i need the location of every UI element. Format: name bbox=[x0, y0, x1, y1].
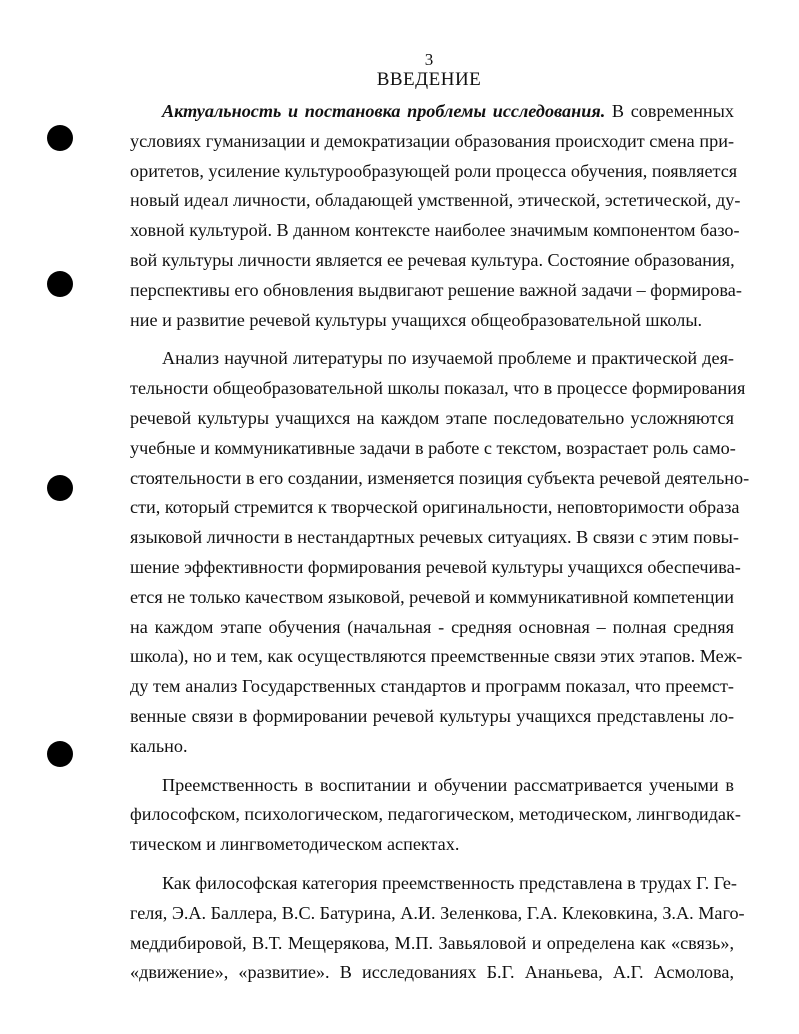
page-number: 3 bbox=[424, 50, 434, 69]
paragraph-line: шение эффективности формирования речевой культуры учащихся обеспечива- bbox=[130, 556, 741, 577]
paragraph-line: тическом и лингвометодическом аспектах. bbox=[130, 834, 460, 855]
paragraph-line: речевой культуры учащихся на каждом этапе последовательно усложняются bbox=[130, 407, 734, 428]
paragraph-line: «движение», «развитие». В исследованиях Б.Г. Ананьева, А.Г. Асмолова, bbox=[130, 962, 734, 983]
paragraph-line: ние и развитие речевой культуры учащихся общеобразовательной школы. bbox=[130, 309, 703, 330]
punch-hole-4 bbox=[47, 741, 73, 767]
paragraph-line: ется не только качеством языковой, речевой и коммуникативной компетенции bbox=[130, 586, 734, 607]
punch-hole-2 bbox=[47, 271, 73, 297]
paragraph-line: ду тем анализ Государственных стандартов и программ показал, что преемст- bbox=[130, 676, 734, 697]
paragraph-3 bbox=[130, 771, 741, 860]
paragraph-line: оритетов, усиление культурообразующей роли процесса обучения, появляется bbox=[130, 160, 738, 181]
paragraph-line: перспективы его обновления выдвигают решение важной задачи – формирова- bbox=[130, 279, 742, 300]
paragraph-line: языковой личности в нестандартных речевых ситуациях. В связи с этим повы- bbox=[130, 527, 739, 548]
paragraph-line: геля, Э.А. Баллера, В.С. Батурина, А.И. Зеленкова, Г.А. Клековкина, З.А. Маго- bbox=[130, 902, 745, 923]
paragraph-line: школа), но и тем, как осуществляются преемственные связи этих этапов. Меж- bbox=[130, 646, 743, 667]
paragraph-line: меддибировой, В.Т. Мещерякова, М.П. Завьяловой и определена как «связь», bbox=[130, 932, 734, 953]
punch-hole-1 bbox=[47, 125, 73, 151]
paragraph-lead: Актуальность и постановка проблемы исследования. bbox=[162, 101, 606, 121]
paragraph-line: ховной культурой. В данном контексте наиболее значимым компонентом базо- bbox=[130, 220, 740, 241]
paragraph-2 bbox=[130, 344, 750, 761]
paragraph-line: Преемственность в воспитании и обучении рассматривается учеными в bbox=[162, 774, 734, 795]
paragraph-line: стоятельности в его создании, изменяется позиция субъекта речевой деятельно- bbox=[130, 467, 750, 488]
paragraph-line: философском, психологическом, педагогическом, методическом, лингводидак- bbox=[130, 804, 741, 825]
paragraph-line: Анализ научной литературы по изучаемой проблеме и практической дея- bbox=[162, 348, 734, 369]
paragraph-line: учебные и коммуникативные задачи в работе с текстом, возрастает роль само- bbox=[130, 437, 736, 458]
paragraph-line: на каждом этапе обучения (начальная - средняя основная – полная средняя bbox=[130, 616, 734, 637]
paragraph-line: кально. bbox=[130, 735, 188, 756]
paragraph-line: Актуальность и постановка проблемы исследования. В современных bbox=[162, 101, 734, 121]
body-text bbox=[130, 97, 750, 988]
paragraph-line: вой культуры личности является ее речевая культура. Состояние образования, bbox=[130, 249, 735, 270]
page-title: ВВЕДЕНИЕ bbox=[376, 69, 482, 90]
paragraph-line: Как философская категория преемственность представлена в трудах Г. Ге- bbox=[162, 872, 737, 893]
paragraph-line: сти, который стремится к творческой оригинальности, неповторимости образа bbox=[130, 497, 740, 518]
paragraph-line: тельности общеобразовательной школы показал, что в процессе формирования bbox=[130, 378, 746, 399]
paragraph-line: венные связи в формировании речевой культуры учащихся представлены ло- bbox=[130, 705, 734, 726]
punch-hole-3 bbox=[47, 475, 73, 501]
paragraph-line: новый идеал личности, обладающей умственной, этической, эстетической, ду- bbox=[130, 190, 741, 211]
paragraph-4 bbox=[130, 869, 745, 988]
paragraph-line: условиях гуманизации и демократизации образования происходит смена при- bbox=[130, 130, 734, 151]
paragraph-1 bbox=[130, 97, 742, 335]
